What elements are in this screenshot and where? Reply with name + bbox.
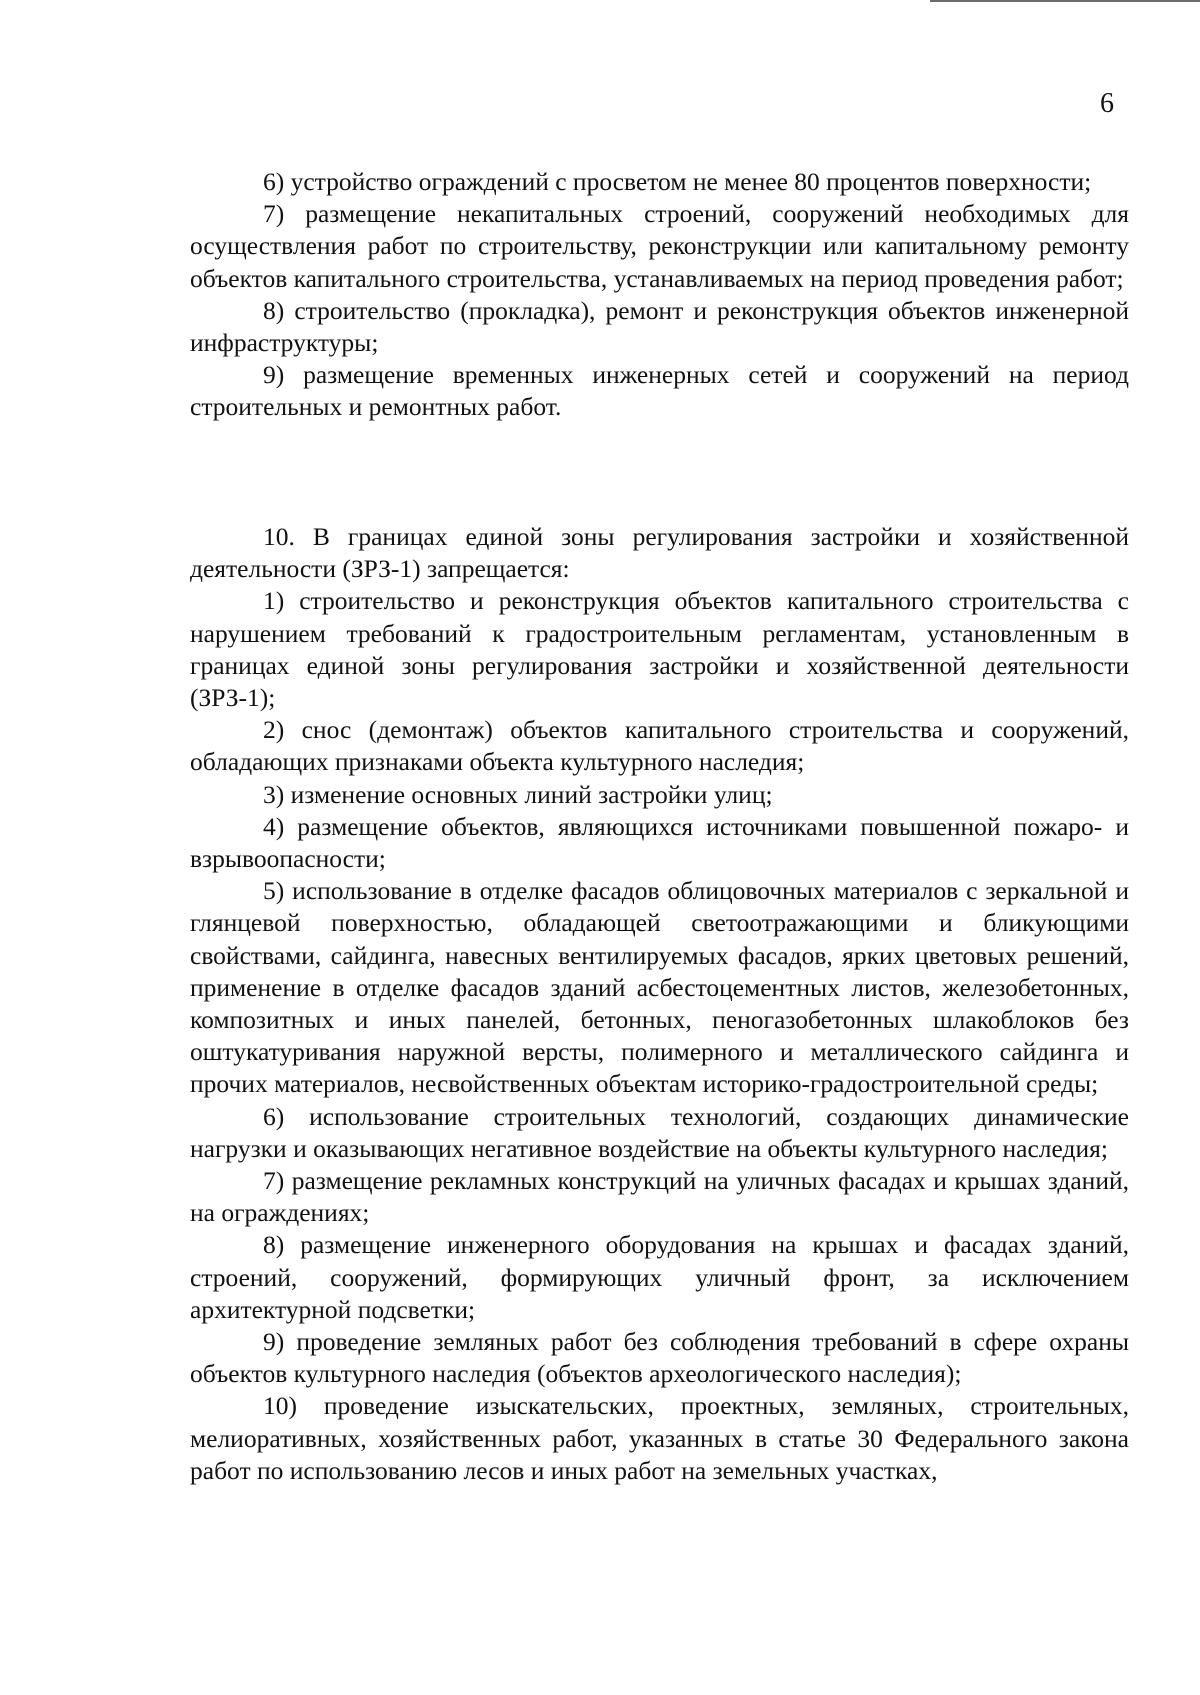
list-item: 6) использование строительных технологий, создающих динамические нагрузки и оказывающих негативное воздействие на объекты культурного наследия; (190, 1101, 1129, 1163)
top-rule (930, 0, 1200, 2)
list-item: 9) размещение временных инженерных сетей и сооружений на период строительных и ремонтных работ. (190, 360, 1129, 422)
list-item: 10) проведение изыскательских, проектных, земляных, строительных, мелиоративных, хозяйственных работ, указанных в статье 30 Федерального закона работ по использованию лесов и иных работ на земельных участках, (190, 1391, 1129, 1485)
allowed-works-list (190, 166, 1129, 424)
list-item: 3) изменение основных линий застройки улиц; (263, 779, 773, 809)
list-item: 9) проведение земляных работ без соблюдения требований в сфере охраны объектов культурного наследия (объектов археологического наследия); (190, 1327, 1129, 1389)
prohibited-works-section (190, 521, 1129, 1487)
list-item: 2) снос (демонтаж) объектов капитального строительства и сооружений, обладающих признаками объекта культурного наследия; (190, 715, 1129, 777)
list-item: 7) размещение рекламных конструкций на уличных фасадах и крышах зданий, на ограждениях; (190, 1166, 1129, 1228)
section-heading: 10. В границах единой зоны регулирования застройки и хозяйственной деятельности (ЗРЗ-1) запрещается: (190, 522, 1129, 584)
list-item: 4) размещение объектов, являющихся источниками повышенной пожаро- и взрывоопасности; (190, 811, 1129, 874)
list-item: 6) устройство ограждений с просветом не менее 80 процентов поверхности; (263, 167, 1092, 196)
list-item: 8) строительство (прокладка), ремонт и реконструкция объектов инженерной инфраструктуры; (190, 295, 1129, 358)
page-number: 6 (1100, 88, 1114, 119)
list-item: 7) размещение некапитальных строений, сооружений необходимых для осуществления работ по строительству, реконструкции или капитальному ремонту объектов капитального строительства, устанавливаемых на период проведения работ; (190, 199, 1129, 293)
list-item: 8) размещение инженерного оборудования на крышах и фасадах зданий, строений, сооружений, формирующих уличный фронт, за исключением архитектурной подсветки; (190, 1230, 1129, 1324)
list-item: 1) строительство и реконструкция объектов капитального строительства с нарушением требований к градостроительным регламентам, установленным в границах единой зоны регулирования застройки и хозяйственной деятельности (ЗРЗ-1); (190, 586, 1129, 713)
list-item: 5) использование в отделке фасадов облицовочных материалов с зеркальной и глянцевой поверхностью, обладающей светоотражающими и бликующими свойствами, сайдинга, навесных вентилируемых фасадов, ярких цветовых решений, применение в отделке фасадов зданий асбестоцементных листов, железобетонных, композитных и иных панелей, бетонных, пеногазобетонных шлакоблоков без оштукатуривания наружной версты, полимерного и металлического сайдинга и прочих материалов, несвойственных объектам историко-градостроительной среды; (190, 876, 1129, 1099)
